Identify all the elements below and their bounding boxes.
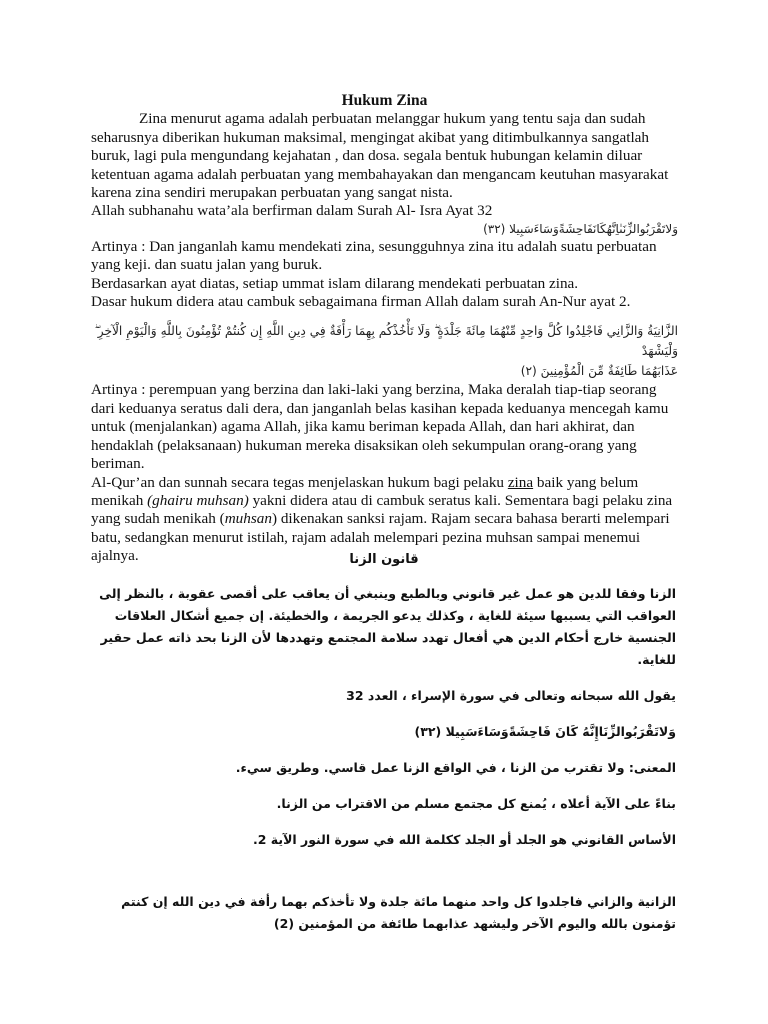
paragraph-conclusion: Berdasarkan ayat diatas, setiap ummat islam dilarang mendekati perbuatan zina. [91,274,579,292]
arabic-section [92,552,676,949]
arabic-legal-basis: الأساس القانوني هو الجلد أو الجلد ككلمة الله في سورة النور الآية 2. [253,832,676,847]
paragraph-surah-reference: Allah subhanahu wata’ala berfirman dalam Surah Al- Isra Ayat 32 [91,202,493,220]
arabic-verse-an-nur-2: الزانية والزاني فاجلدوا كل واحد منهما مائة جلدة ولا تأخذكم بهما رأفة في دين الله إن كنتم تؤمنون بالله واليوم الآخر وليشهد عذابهما طائفة من المؤمنين (2) [121,894,676,931]
p7-part-d: ) dikenakan sanksi rajam. Rajam secara bahasa berarti melempari batu, sedangkan menurut istilah, rajam adalah melempari pezina muhsan sampai menemui ajalnya. [91,510,670,565]
arabic-conclusion: بناءً على الآية أعلاه ، يُمنع كل مجتمع مسلم من الاقتراب من الزنا. [276,796,676,811]
zina-link-text: zina [507,473,534,491]
document-title: Hukum Zina [341,92,428,109]
p7-part-c: yakni didera atau di cambuk seratus kali. Sementara bagi pelaku zina yang sudah menikah ( [91,491,673,528]
p7-part-a: Al-Qur’an dan sunnah secara tegas menjelaskan hukum bagi pelaku [91,473,508,491]
arabic-surah-reference: يقول الله سبحانه وتعالى في سورة الإسراء ، العدد 32 [346,688,676,703]
paragraph-translation-1: Artinya : Dan janganlah kamu mendekati zina, sesungguhnya zina itu adalah suatu perbuatan yang keji. dan suatu jalan yang buruk. [91,237,657,274]
verse-an-nur-2-line-2: عَذَابَهُمَا طَائِفَةٌ مِّنَ الْمُؤْمِنِينَ (٢) [520,364,678,379]
indonesian-section [91,92,678,566]
arabic-meaning: المعنى: ولا تقترب من الزنا ، في الواقع الزنا عمل قاسي. وطريق سيء. [235,760,676,775]
paragraph-legal-basis: Dasar hukum didera atau cambuk sebagaimana firman Allah dalam surah An-Nur ayat 2. [91,293,631,311]
arabic-title: قانون الزنا [349,552,419,567]
arabic-paragraph-intro: الزنا وفقا للدين هو عمل غير قانوني وبالطبع وينبغي أن يعاقب على أقصى عقوبة ، بالنظر إلى العواقب التي يسببها سيئة للغاية ، وكذلك يدعو الجريمة ، والخطيئة. إن جميع أشكال العلاقات الجنسية خارج أحكام الدين هي أفعال تهدد سلامة المجتمع وتهددها لأن الزنا بحد ذاته عمل حقير للغاية. [99,586,676,667]
verse-al-isra-32: وَلاتَقْرَبُوالزِّنَىٰاِنَّهُكَانَفَاحِشَةًوَسَاءَسَبِيلا (٣٢) [483,221,678,236]
ghairu-muhsan-term: (ghairu muhsan) [147,491,249,509]
p7-part-b: baik yang belum menikah [91,473,639,509]
verse-an-nur-2-line-1: الزَّانِيَةُ وَالزَّانِي فَاجْلِدُوا كُلَّ وَاحِدٍ مِّنْهُمَا مِائَةَ جَلْدَةٍ ۖ وَلَا تَأْخُذْكُم بِهِمَا رَأْفَةٌ فِي دِينِ اللَّهِ إِن كُنتُمْ تُؤْمِنُونَ بِاللَّهِ وَالْيَوْمِ الْآخِرِ ۖ وَلْيَشْهَدْ [94,324,678,359]
verse-an-nur-2 [91,321,678,381]
paragraph-translation-2: Artinya : perempuan yang berzina dan laki-laki yang berzina, Maka deralah tiap-tiap seorang dari keduanya seratus dali dera, dan janganlah belas kasihan kepada keduanya mencegah kamu untuk (menjalankan) agama Allah, jika kamu beriman kepada Allah, dan hari akhirat, dan hendaklah (pelaksanaan) hukuman mereka disaksikan oleh sekumpulan orang-orang yang beriman. [91,381,669,473]
paragraph-intro: Zina menurut agama adalah perbuatan melanggar hukum yang tentu saja dan sudah seharusnya diberikan hukuman maksimal, mengingat akibat yang ditimbulkannya sangatlah buruk, lagi pula mengundang kejahatan , dan dosa. segala bentuk hubungan kelamin diluar ketentuan agama adalah perbuatan yang membahayakan dan mengancam keutuhan masyarakat karena zina sendiri merupakan perbuatan yang sangat nista. [91,110,669,202]
arabic-verse-al-isra-32: وَلاتَقْرَبُوالزِّنَاإِنَّهُ كَانَ فَاحِشَةًوَسَاءَسَبِيلا (٣٢) [414,724,676,739]
muhsan-term: muhsan [224,510,272,528]
